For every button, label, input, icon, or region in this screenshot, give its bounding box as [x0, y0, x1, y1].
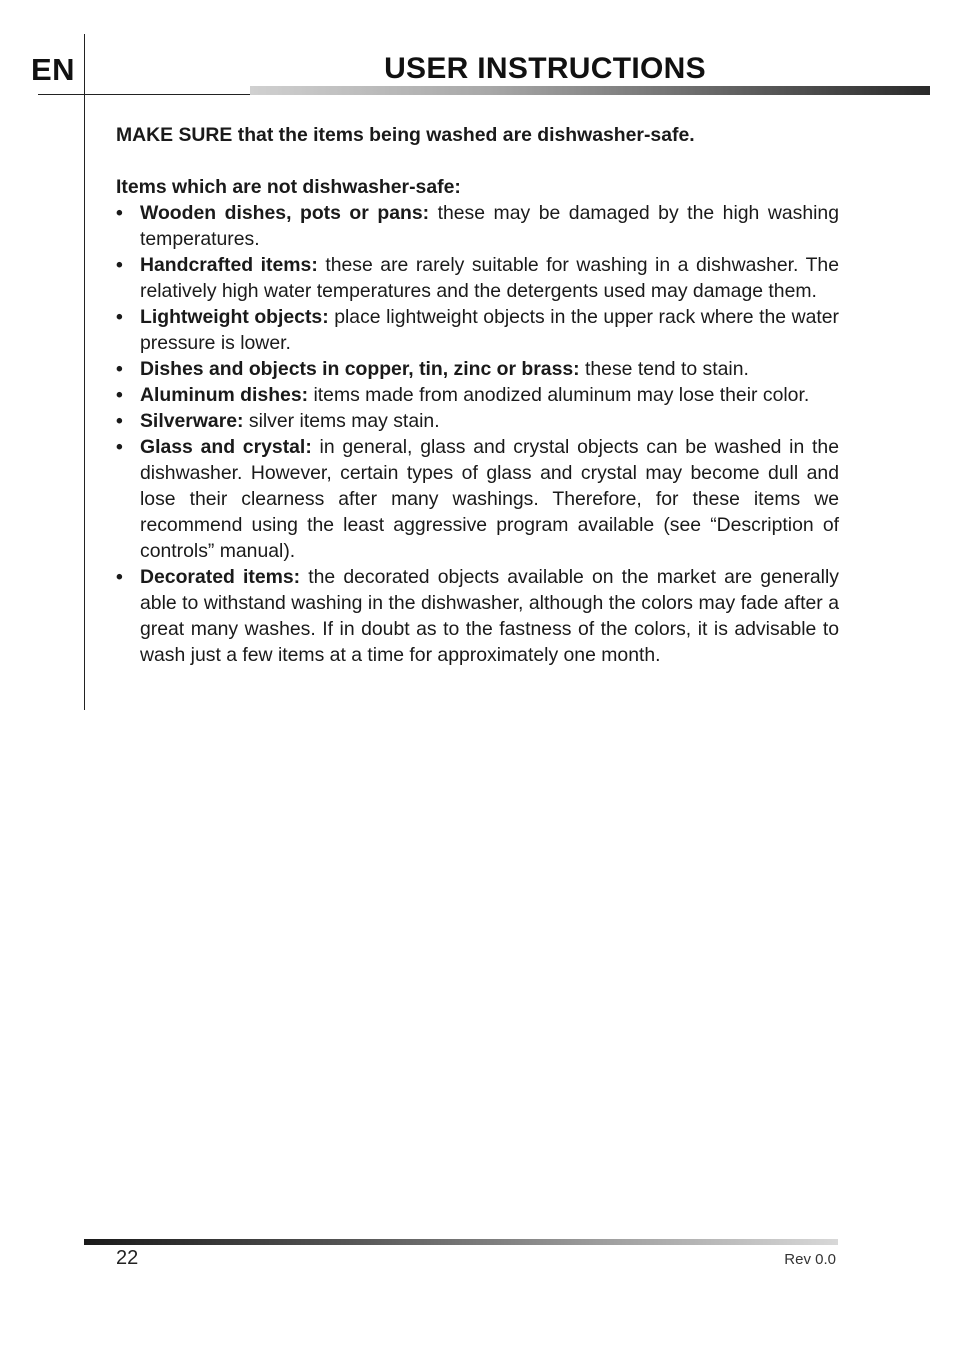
item-term: Decorated items: — [140, 566, 301, 588]
bullet: • — [116, 358, 123, 380]
bullet: • — [116, 436, 123, 458]
item-text: these are rarely suitable for washing in a dishwasher. The relatively high water temperatures and the detergents used may damage them. — [140, 254, 839, 302]
list-item — [116, 564, 839, 668]
bullet: • — [116, 384, 123, 406]
list-item — [116, 252, 839, 304]
bullet: • — [116, 306, 123, 328]
item-text: place lightweight objects in the upper rack where the water pressure is lower. — [140, 306, 839, 354]
footer-gradient-bar — [84, 1239, 838, 1245]
list-item — [116, 200, 839, 252]
list-item — [116, 356, 839, 382]
item-text: in general, glass and crystal objects can be washed in the dishwasher. However, certain types of glass and crystal may become dull and lose their clearness after many washings. Therefore, for these items we recommend using the least aggressive program available (see “Description of controls” manual). — [140, 436, 839, 562]
revision-label: Rev 0.0 — [784, 1251, 836, 1268]
page-number: 22 — [116, 1247, 139, 1269]
bullet: • — [116, 254, 123, 276]
item-text: these tend to stain. — [579, 358, 749, 380]
item-text: items made from anodized aluminum may lose their color. — [308, 384, 810, 406]
list-item — [116, 434, 839, 564]
list-item — [116, 408, 839, 434]
main-content — [116, 122, 839, 668]
language-code: EN — [31, 52, 76, 87]
header-rule — [38, 94, 250, 95]
item-text: the decorated objects available on the market are generally able to withstand washing in the dishwasher, although the colors may fade after a great many washes. If in doubt as to the fastness of the colors, it is advisable to wash just a few items at a time for approximately one month. — [140, 566, 839, 666]
page-title: USER INSTRUCTIONS — [384, 52, 706, 85]
bullet: • — [116, 566, 123, 588]
item-text: these may be damaged by the high washing temperatures. — [140, 202, 839, 250]
item-term: Wooden dishes, pots or pans: — [140, 202, 430, 224]
header-gradient-bar — [250, 86, 930, 95]
item-term: Lightweight objects: — [140, 306, 329, 328]
vertical-divider — [84, 34, 85, 710]
list-item — [116, 382, 839, 408]
item-text: silver items may stain. — [243, 410, 440, 432]
intro-warning: MAKE SURE that the items being washed are dishwasher-safe. — [116, 124, 695, 146]
bullet: • — [116, 410, 123, 432]
unsafe-items-list — [116, 200, 839, 668]
list-item — [116, 304, 839, 356]
item-term: Dishes and objects in copper, tin, zinc or brass: — [140, 358, 580, 380]
item-term: Handcrafted items: — [140, 254, 318, 276]
bullet: • — [116, 202, 123, 224]
item-term: Glass and crystal: — [140, 436, 312, 458]
list-heading: Items which are not dishwasher-safe: — [116, 176, 461, 198]
item-term: Aluminum dishes: — [140, 384, 309, 406]
item-term: Silverware: — [140, 410, 244, 432]
